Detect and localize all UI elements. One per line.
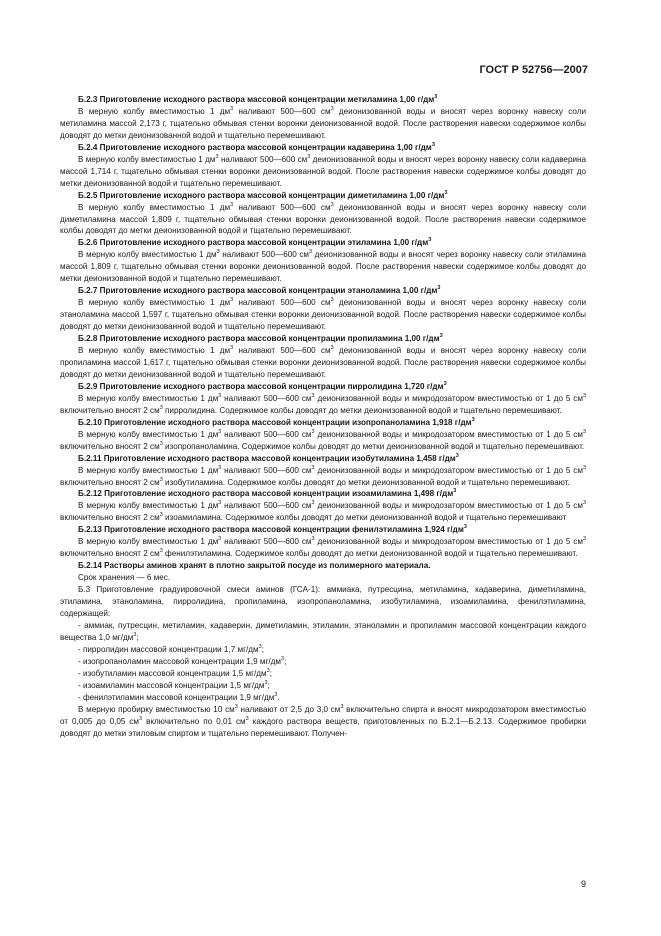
paragraph: В мерную колбу вместимостью 1 $дм^3$ наливают 500—600 $см^3$ деионизованной воды и вносят через воронку навеску соли этиламина массой 1,809 г, тщательно обмывая стенки воронки деионизованной водой. После растворения навески содержимое колбы доводят до метки деионизованной водой и тщательно перемешивают.	[60, 249, 587, 284]
section-heading: Б.2.13 Приготовление исходного раствора массовой концентрации фенилэтиламина 1,924 $г/дм^3$	[78, 524, 467, 535]
list-item: - пирролидин массовой концентрации 1,7 $мг/дм^3$;	[78, 643, 264, 654]
document-body	[60, 94, 586, 739]
paragraph: В мерную колбу вместимостью 1 $дм^3$ наливают 500—600 $см^3$ деионизованной воды и микродозатором вместимостью от 1 до 5 $см^3$ включительно вносят 2 $см^3$ изоамиламина. Содержимое колбы доводят до метки деионизованной водой и тщательно перемешивают	[60, 500, 587, 523]
list-item: - изопропаноламин массовой концентрации 1,9 $мг/дм^3$;	[78, 655, 287, 666]
section-heading: Б.2.14 Растворы аминов хранят в плотно закрытой посуде из полимерного материала.	[78, 561, 431, 571]
section-heading: Б.2.3 Приготовление исходного раствора массовой концентрации метиламина 1,00 $г/дм^3$	[78, 94, 438, 104]
list-item: - фенилэтиламин массовой концентрации 1,9 $мг/дм^3$.	[78, 691, 280, 702]
paragraph: В мерную колбу вместимостью 1 $дм^3$ наливают 500—600 $см^3$ деионизованной воды и вносят через воронку навеску соли метиламина массой 2,173 г, тщательно обмывая стенки воронки деионизованной водой. После растворения навески содержимое колбы доводят до метки деионизованной водой и тщательно перемешивают.	[60, 105, 586, 140]
page-number: 9	[580, 879, 586, 889]
section-heading: Б.2.4 Приготовление исходного раствора массовой концентрации кадаверина 1,00 $г/дм^3$	[78, 141, 435, 152]
paragraph: В мерную пробирку вместимостью 10 $см^3$ наливают от 2,5 до 3,0 $см^3$ включительно спирта и вносят микродозатором вместимостью от 0,005 до 0,05 $см^3$ включительно по 0,01 $см^3$ каждого раствора веществ, приготовленных по Б.2.1—Б.2.13. Содержимое пробирки доводят до метки этиловым спиртом и тщательно перемешивают. Получен-	[60, 703, 586, 738]
list-item: - изобутиламин массовой концентрации 1,5 $мг/дм^3$;	[78, 667, 272, 678]
paragraph: В мерную колбу вместимостью 1 $дм^3$ наливают 500—600 $см^3$ деионизованной воды и микродозатором вместимостью от 1 до 5 $см^3$ включительно вносят 2 $см^3$ пирролидина. Содержимое колбы доводят до метки деионизованной водой и тщательно перемешивают.	[60, 392, 587, 415]
paragraph: В мерную колбу вместимостью 1 $дм^3$ наливают 500—600 $см^3$ деионизованной воды и вносят через воронку навеску соли кадаверина массой 1,714 г, тщательно обмывая стенки воронки деионизованной водой. После растворения навески содержимое колбы доводят до метки деионизованной водой и тщательно перемешивают.	[60, 153, 587, 188]
paragraph: Б.3 Приготовление градуировочной смеси аминов (ГСА-1): аммиака, путресцина, метиламина, кадаверина, диметиламина, этиламина, этаноламина, пирролидина, пропиламина, изопропаноламина, изобутиламина, изоамиламина, фенилэтиламина, содержащей:	[60, 585, 586, 618]
section-heading: Б.2.7 Приготовление исходного раствора массовой концентрации этаноламина 1,00 $г/дм^3$	[78, 285, 441, 296]
paragraph: В мерную колбу вместимостью 1 $дм^3$ наливают 500—600 $см^3$ деионизованной воды и вносят через воронку навеску соли этаноламина массой 1,597 г, тщательно обмывая стенки воронки деионизованной водой. После растворения навески содержимое колбы доводят до метки деионизованной водой и тщательно перемешивают.	[60, 297, 586, 332]
section-heading: Б.2.12 Приготовление исходного раствора массовой концентрации изоамиламина 1,498 $г/дм^3$	[78, 488, 457, 499]
section-heading: Б.2.9 Приготовление исходного раствора массовой концентрации пирролидина 1,720 $г/дм^3$	[78, 380, 447, 391]
section-heading: Б.2.6 Приготовление исходного раствора массовой концентрации этиламина 1,00 $г/дм^3$	[78, 237, 432, 248]
paragraph: В мерную колбу вместимостью 1 $дм^3$ наливают 500—600 $см^3$ деионизованной воды и микродозатором вместимостью от 1 до 5 $см^3$ включительно вносят 2 $см^3$ изобутиламина. Содержимое колбы доводят до метки деионизованной водой и тщательно перемешивают.	[60, 464, 587, 487]
paragraph: В мерную колбу вместимостью 1 $дм^3$ наливают 500—600 $см^3$ деионизованной воды и вносят через воронку навеску соли диметиламина массой 1,809 г, тщательно обмывая стенки воронки деионизованной водой. После растворения навески содержимое колбы доводят до метки деионизованной водой и тщательно перемешивают.	[60, 201, 586, 236]
paragraph: В мерную колбу вместимостью 1 $дм^3$ наливают 500—600 $см^3$ деионизованной воды и микродозатором вместимостью от 1 до 5 $см^3$ включительно вносят 2 $см^3$ изопропаноламина. Содержимое колбы доводят до метки деионизованной водой и тщательно перемешивают.	[60, 428, 587, 451]
section-heading: Б.2.11 Приготовление исходного раствора массовой концентрации изобутиламина 1,458 $г/дм^3$	[78, 452, 459, 463]
section-heading: Б.2.10 Приготовление исходного раствора массовой концентрации изопропаноламина 1,918 $г/дм^3$	[78, 416, 475, 427]
section-heading: Б.2.5 Приготовление исходного раствора массовой концентрации диметиламина 1,00 $г/дм^3$	[78, 189, 448, 200]
list-item: - изоамиламин массовой концентрации 1,5 $мг/дм^3$;	[78, 679, 270, 690]
section-heading: Б.2.8 Приготовление исходного раствора массовой концентрации пропиламина 1,00 $г/дм^3$	[78, 333, 443, 344]
paragraph: В мерную колбу вместимостью 1 $дм^3$ наливают 500—600 $см^3$ деионизованной воды и микродозатором вместимостью от 1 до 5 $см^3$ включительно вносят 2 $см^3$ фенилэтиламина. Содержимое колбы доводят до метки деионизованной водой и тщательно перемешивают.	[60, 536, 587, 559]
list-item: - аммиак, путресцин, метиламин, кадаверин, диметиламин, этиламин, этаноламин и пропиламин массовой концентрации каждого вещества 1,0 $мг/дм^3$;	[60, 620, 586, 642]
page-header: ГОСТ Р 52756—2007	[479, 64, 588, 76]
paragraph: Срок хранения — 6 мес.	[78, 573, 171, 583]
paragraph: В мерную колбу вместимостью 1 $дм^3$ наливают 500—600 $см^3$ деионизованной воды и вносят через воронку навеску соли пропиламина массой 1,617 г, тщательно обмывая стенки воронки деионизованной водой. После растворения навески содержимое колбы доводят до метки деионизованной водой и тщательно перемешивают.	[60, 345, 586, 379]
